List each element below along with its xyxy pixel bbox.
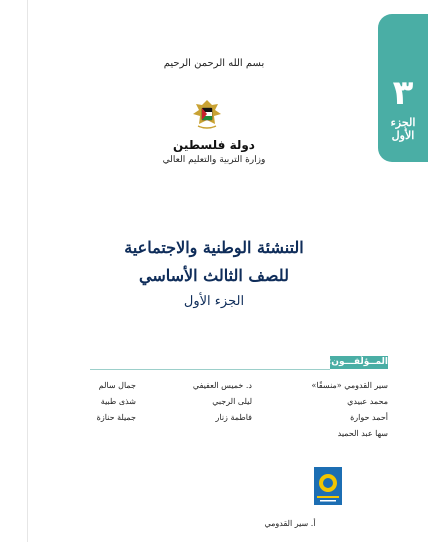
author-name: سها عبد الحميد [337,429,388,438]
part-label-line2: الأول [391,129,415,142]
book-part: الجزء الأول [183,294,245,309]
authors-heading: المــؤلّفـــون: [327,357,388,367]
authors-column-right [308,378,388,442]
book-title: التنشئة الوطنية والاجتماعية [124,238,304,257]
authors-column-middle [172,378,252,426]
author-name: فاطمة زنار [215,413,252,422]
state-name: دولة فلسطين [173,138,255,152]
grade-number: ٣ [392,73,414,113]
authors-divider [90,369,330,370]
ministry-name: وزارة التربية والتعليم العالي [162,155,266,165]
curriculum-center-logo-icon [314,467,342,505]
author-name: ليلى الرجبي [212,397,252,406]
basmala: بسم الله الرحمن الرحيم [163,58,265,69]
author-name: د. خميس العفيفي [192,381,252,390]
author-name: أحمد حوارة [350,413,388,422]
author-name: سير القدومي «منسقًا» [311,381,388,390]
authors-column-left [66,378,136,426]
supervisor-name: أ. سير القدومي [264,519,316,528]
palestine-emblem-icon [188,96,226,134]
author-name: جميلة حنازة [96,413,136,422]
author-name: جمال سالم [98,381,136,390]
author-name: شذى طبية [100,397,136,406]
part-label-line1: الجزء [390,116,416,129]
book-grade: للصف الثالث الأساسي [139,266,289,285]
author-name: محمد عبيدي [347,397,388,406]
